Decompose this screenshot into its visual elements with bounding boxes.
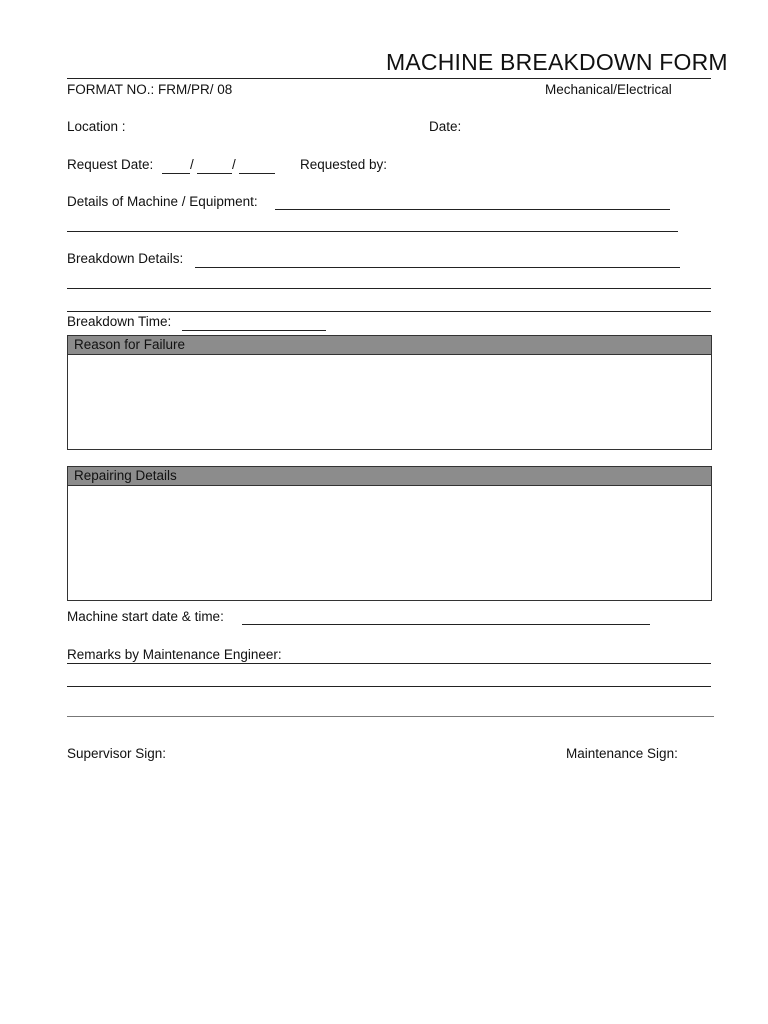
request-year-field[interactable]: [239, 173, 275, 174]
machine-start-label: Machine start date & time:: [67, 609, 224, 624]
requested-by-label: Requested by:: [300, 157, 388, 172]
breakdown-details-field[interactable]: [195, 267, 680, 268]
reason-for-failure-box[interactable]: [67, 335, 712, 450]
breakdown-details-field-line[interactable]: [67, 288, 711, 289]
machine-start-field[interactable]: [242, 624, 650, 625]
date-separator: /: [190, 157, 194, 172]
category-label: Mechanical/Electrical: [545, 82, 672, 97]
remarks-field-line[interactable]: [67, 663, 711, 664]
breakdown-details-field-line[interactable]: [67, 311, 711, 312]
location-label: Location :: [67, 119, 126, 134]
supervisor-sign-label: Supervisor Sign:: [67, 746, 167, 761]
title-rule: [67, 78, 711, 79]
repairing-details-header: Repairing Details: [68, 467, 711, 486]
machine-details-field-line[interactable]: [67, 231, 678, 232]
request-day-field[interactable]: [162, 173, 190, 174]
request-month-field[interactable]: [197, 173, 232, 174]
machine-details-label: Details of Machine / Equipment:: [67, 194, 258, 209]
request-date-label: Request Date:: [67, 157, 154, 172]
format-number: FORMAT NO.: FRM/PR/ 08: [67, 82, 233, 97]
date-label: Date:: [429, 119, 462, 134]
reason-for-failure-header: Reason for Failure: [68, 336, 711, 355]
remarks-field-line[interactable]: [67, 686, 711, 687]
remarks-field-line[interactable]: [67, 716, 714, 717]
date-separator: /: [232, 157, 236, 172]
remarks-label: Remarks by Maintenance Engineer:: [67, 647, 282, 662]
breakdown-details-label: Breakdown Details:: [67, 251, 184, 266]
machine-details-field[interactable]: [275, 209, 670, 210]
breakdown-time-label: Breakdown Time:: [67, 314, 172, 329]
maintenance-sign-label: Maintenance Sign:: [566, 746, 678, 761]
form-title: MACHINE BREAKDOWN FORM: [386, 49, 728, 75]
repairing-details-box[interactable]: [67, 466, 712, 601]
breakdown-time-field[interactable]: [182, 330, 326, 331]
